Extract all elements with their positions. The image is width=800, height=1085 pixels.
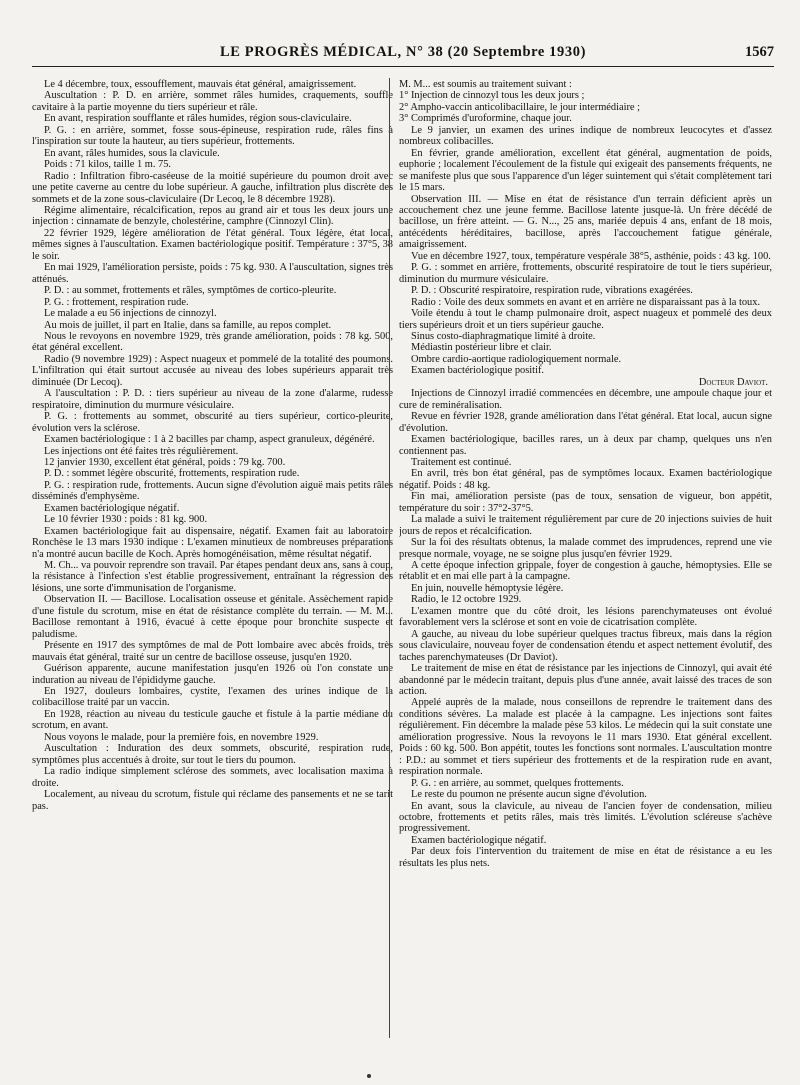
paragraph: Présente en 1917 des symptômes de mal de Pott lombaire avec abcès froids, très mauvais état général, traité sur un centre de bacillose osseuse, jusqu'en 1920.	[32, 640, 393, 663]
paragraph: A cette époque infection grippale, foyer de congestion à gauche, hémoptysies. Elle se rétablit et en mai elle part à la campagne.	[399, 560, 772, 583]
paragraph: 2° Ampho-vaccin anticolibacillaire, le jour intermédiaire ;	[399, 101, 641, 113]
paragraph: Revue en février 1928, grande amélioration dans l'état général. Etat local, aucun signe d'évolution.	[399, 411, 772, 434]
paragraph: P. D. : sommet légère obscurité, frottements, respiration rude.	[44, 468, 300, 480]
paragraph: En mai 1929, l'amélioration persiste, poids : 75 kg. 930. A l'auscultation, signes très atténués.	[32, 262, 393, 285]
paragraph: Radio, le 12 octobre 1929.	[411, 594, 522, 606]
paragraph: En 1927, douleurs lombaires, cystite, l'examen des urines indique de la colibacillose traité par un vaccin.	[32, 686, 393, 709]
paragraph: P. G. : frottement, respiration rude.	[44, 296, 189, 308]
paragraph: La radio indique simplement sclérose des sommets, avec localisation maxima à droite.	[32, 766, 393, 789]
paragraph: Nous voyons le malade, pour la première fois, en novembre 1929.	[44, 731, 319, 743]
paragraph: Localement, au niveau du scrotum, fistule qui réclame des pansements et ne se tarit pas.	[32, 789, 393, 812]
paragraph: P. G. : respiration rude, frottements. Aucun signe d'évolution aiguë mais petits râles disséminés d'emphysème.	[32, 479, 393, 503]
footer-mark	[367, 1074, 371, 1078]
paragraph: Guérison apparente, aucune manifestation jusqu'en 1926 où l'on constate une induration au niveau de l'épididyme gauche.	[32, 663, 393, 686]
paragraph: Traitement est continué.	[411, 456, 512, 468]
paragraph: Le 9 janvier, un examen des urines indique de nombreux leucocytes et d'assez nombreux colibacilles.	[399, 124, 772, 148]
paragraph: Observation II. — Bacillose. Localisation osseuse et génitale. Assèchement rapide d'une fistule du scrotum, mise en état de résistance complète du terrain. — M. M... Bacillose remontant à 1916, évacué à cette époque pour bronchite suspecte et paludisme.	[32, 594, 393, 640]
paragraph: Radio (9 novembre 1929) : Aspect nuageux et pommelé de la totalité des poumons. L'infiltration qui était surtout accusée au niveau des lobes supérieurs apparait très diminuée (Dr Lecoq).	[32, 353, 393, 388]
paragraph: Examen bactériologique fait au dispensaire, négatif. Examen fait au laboratoire Ronchèse le 13 mars 1930 indique : L'examen minutieux de nombreuses préparations n'a montré aucun bacille de Koch. Après homogénéisation, même résultat négatif.	[32, 525, 393, 560]
paragraph: Ombre cardio-aortique radiologiquement normale.	[411, 353, 622, 365]
paragraph: En avant, râles humides, sous la clavicule.	[44, 147, 220, 159]
paragraph: A l'auscultation : P. D. : tiers supérieur au niveau de la zone d'alarme, rudesse respiratoire, diminution du murmure vésiculaire.	[32, 388, 393, 411]
paragraph: Examen bactériologique négatif.	[44, 502, 180, 514]
paragraph: La malade a suivi le traitement régulièrement par cure de 20 injections suivies de huit jours de repos et récalcification.	[399, 514, 772, 537]
paragraph: Examen bactériologique : 1 à 2 bacilles par champ, aspect granuleux, dégénéré.	[44, 434, 375, 446]
paragraph: En juin, nouvelle hémoptysie légère.	[411, 582, 564, 594]
paragraph: Fin mai, amélioration persiste (pas de toux, sensation de vigueur, bon appétit, température du soir : 37°2-37°5.	[399, 491, 772, 514]
paragraph: En avant, sous la clavicule, au niveau de l'ancien foyer de condensation, milieu octobre, frottements et petits râles, mais très limités. L'évolution scléreuse s'achève progressivement.	[399, 800, 772, 835]
paragraph: En 1928, réaction au niveau du testicule gauche et fistule à la partie médiane du scrotum, en avant.	[32, 708, 393, 732]
paragraph: Le traitement de mise en état de résistance par les injections de Cinnozyl, qui avait été abandonné par le médecin traitant, depuis plus d'une année, avait laissé des traces de son action.	[399, 663, 772, 698]
paragraph: Examen bactériologique, bacilles rares, un à deux par champ, quelques uns n'en contiennent pas.	[399, 434, 772, 457]
right-column	[399, 79, 772, 1043]
column-divider	[389, 78, 390, 1038]
paragraph: Le 10 février 1930 : poids : 81 kg. 900.	[44, 514, 208, 526]
header-rule	[32, 66, 774, 67]
page-header	[32, 44, 774, 64]
paragraph: En avant, respiration soufflante et râles humides, région sous-claviculaire.	[44, 113, 352, 125]
paragraph: 22 février 1929, légère amélioration de l'état général. Toux légère, état local, mêmes signes à l'auscultation. Examen bactériologique positif. Température : 37°5, 38 le soir.	[32, 227, 393, 262]
paragraph: Auscultation : P. D. en arrière, sommet râles humides, craquements, souffle cavitaire à la partie moyenne du tiers supérieur et râle.	[32, 90, 393, 113]
paragraph: Injections de Cinnozyl irradié commencées en décembre, une ampoule chaque jour et cure de reminéralisation.	[399, 388, 772, 411]
paragraph: Auscultation : Induration des deux sommets, obscurité, respiration rude, symptômes plus accentués à droite, sur tout le tiers du poumon.	[32, 743, 393, 766]
paragraph: Appelé auprès de la malade, nous conseillons de reprendre le traitement dans des conditions sévères. La malade est placée à la campagne. Les injections sont faites régulièrement. Fin décembre la malade pèse 53 kilos. Le médecin qui la suit constate une amélioration progressive. Nous la revoyons le 11 mars 1930. Etat général excellent. Poids : 60 kg. 500. Bon appétit, toutes les fonctions sont normales. L'auscultation montre : P.D.: au sommet et tiers supérieur des frottements et de la respiration rude en avant, respiration normale.	[399, 697, 772, 778]
paragraph: Observation III. — Mise en état de résistance d'un terrain déficient après un accouchement chez une jeune femme. Bacillose latente jusque-là. Un frère décédé de bacillose, un frère atteint. — G. N..., 25 ans, mariée depuis 4 ans, enfant de 18 mois, antécédents héréditaires, bacillose, après l'accouchement fatigue générale, amaigrissement.	[399, 193, 772, 251]
paragraph: Au mois de juillet, il part en Italie, dans sa famille, au repos complet.	[44, 319, 332, 331]
paragraph: Régime alimentaire, récalcification, repos au grand air et tous les deux jours une injection : cinnamate de benzyle, cholestérine, camphre (Cinnozyl Clin).	[32, 204, 393, 228]
paragraph: M. M... est soumis au traitement suivant :	[399, 79, 572, 90]
paragraph: Vue en décembre 1927, toux, température vespérale 38°5, asthénie, poids : 43 kg. 100.	[411, 250, 771, 262]
paragraph: 12 janvier 1930, excellent état général, poids : 79 kg. 700.	[44, 456, 286, 468]
paragraph: Docteur Daviot.	[698, 376, 768, 388]
paragraph: Sur la foi des résultats obtenus, la malade commet des imprudences, reprend une vie presque normale, voyage, ne se soigne plus jusqu'en février 1929.	[399, 537, 772, 560]
paragraph: Le 4 décembre, toux, essoufflement, mauvais état général, amaigrissement.	[44, 79, 357, 90]
paragraph: Sinus costo-diaphragmatique limité à droite.	[411, 330, 596, 342]
paragraph: Radio : Infiltration fibro-caséeuse de la moitié supérieure du poumon droit avec une petite caverne au centre du lobe supérieur. A gauche, infiltration plus discrète des sommets et de la zone sous-claviculaire (Dr Lecoq, le 8 décembre 1928).	[32, 170, 393, 205]
journal-title: LE PROGRÈS MÉDICAL, N° 38 (20 Septembre 1930)	[219, 44, 587, 60]
paragraph: 1° Injection de cinnozyl tous les deux jours ;	[399, 90, 585, 102]
paragraph: A gauche, au niveau du lobe supérieur quelques tractus fibreux, mais dans la région sous claviculaire, nouveau foyer de condensation étendu et aspect nettement évolutif, des taches parenchymateuses (Dr Daviot).	[399, 628, 772, 663]
paragraph: P. G. : frottements au sommet, obscurité au tiers supérieur, cortico-pleurite, évolution vers la sclérose.	[32, 411, 393, 434]
paragraph: Radio : Voile des deux sommets en avant et en arrière ne disparaissant pas à la toux.	[411, 296, 761, 308]
paragraph: L'examen montre que du côté droit, les lésions parenchymateuses ont évolué favorablement vers la sclérose et sont en voie de cicatrisation complète.	[399, 605, 772, 629]
paragraph: M. Ch... va pouvoir reprendre son travail. Par étapes pendant deux ans, sans à coup, la résistance à l'infection s'est établie progressivement, entraînant la régression des lésions, une sorte d'immunisation de l'organisme.	[32, 560, 393, 594]
paragraph: Nous le revoyons en novembre 1929, très grande amélioration, poids : 78 kg. 500, état général excellent.	[32, 330, 393, 354]
page-number: 1567	[745, 44, 774, 60]
paragraph: Examen bactériologique négatif.	[411, 834, 547, 846]
paragraph: Poids : 71 kilos, taille 1 m. 75.	[44, 159, 172, 171]
paragraph: P. D. : au sommet, frottements et râles, symptômes de cortico-pleurite.	[44, 285, 337, 297]
paragraph: 3° Comprimés d'uroformine, chaque jour.	[399, 113, 572, 125]
paragraph: Voile étendu à tout le champ pulmonaire droit, aspect nuageux et pommelé des deux tiers supérieurs droit et un tiers supérieur gauche.	[399, 308, 772, 331]
paragraph: Le malade a eu 56 injections de cinnozyl.	[44, 308, 217, 320]
paragraph: En avril, très bon état général, pas de symptômes locaux. Examen bactériologique négatif. Poids : 48 kg.	[399, 468, 772, 491]
paragraph: Le reste du poumon ne présente aucun signe d'évolution.	[411, 789, 647, 801]
paragraph: P. G. : sommet en arrière, frottements, obscurité respiratoire de tout le tiers supérieur, diminution du murmure vésiculaire.	[399, 262, 772, 285]
paragraph: P. G. : en arrière, sommet, fosse sous-épineuse, respiration rude, râles fins à l'inspiration sur toute la hauteur, au tiers supérieur, frottements.	[32, 124, 393, 148]
paragraph: En février, grande amélioration, excellent état général, augmentation de poids, euphorie ; localement l'écoulement de la fistule qui exigeait des pansements fréquents, ne se manifeste plus que sous l'apparence d'un léger suintement qui s'était complètement tari le 15 mars.	[399, 147, 772, 194]
left-column	[32, 79, 393, 1043]
paragraph: Examen bactériologique positif.	[411, 365, 545, 377]
paragraph: Par deux fois l'intervention du traitement de mise en état de résistance a eu les résultats les plus nets.	[399, 846, 772, 869]
paragraph: Médiastin postérieur libre et clair.	[411, 342, 552, 354]
paragraph: Les injections ont été faites très régulièrement.	[44, 445, 239, 457]
paragraph: P. G. : en arrière, au sommet, quelques frottements.	[411, 777, 624, 789]
paragraph: P. D. : Obscurité respiratoire, respiration rude, vibrations exagérées.	[411, 285, 693, 297]
